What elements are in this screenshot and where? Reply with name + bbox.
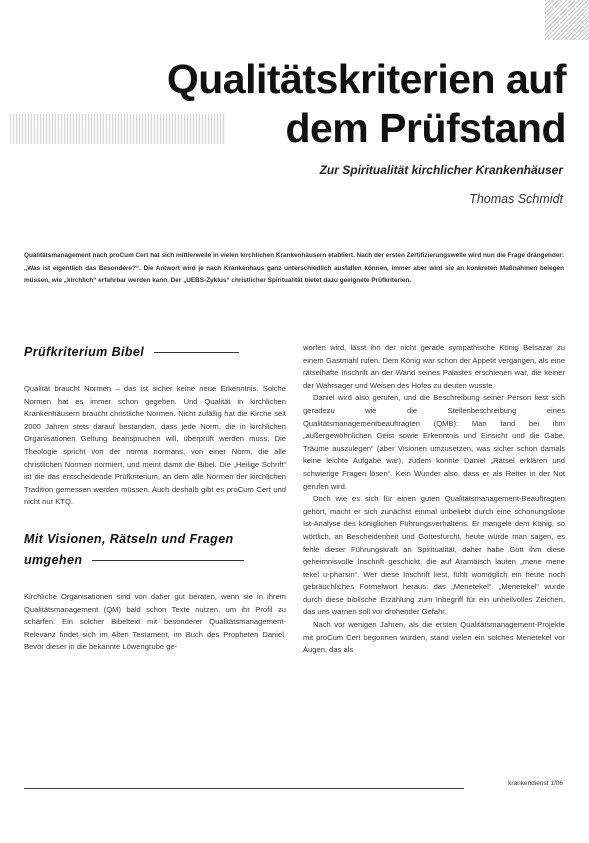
section-heading-bibel <box>24 342 286 363</box>
body-paragraph: Daniel wird also gerufen, und die Beschreibung seiner Person liest sich geradezu wie die Stellenbeschreibung eines Qualitätsmanagementbeauftragten (QMB): Man fand bei ihm „außergewöhnlichen Geist sowie Erkenntnis und Einsicht und die Gabe, Träume auszulegen“ (aber Visionen umzusetzen, was sicher schon damals keine leichte Aufgabe war), zudem konnte Daniel „Rätsel erklären und schwierige Fragen lösen“. Kein Wunder also, dass er als Retter in der Not gerufen wird. <box>303 393 565 491</box>
body-paragraph: Kirchliche Organisationen sind von daher gut beraten, wenn sie in ihrem Qualitätsmanagement (QM) bald schon Texte nutzen, um ihr Profil zu schärfen. Ein solcher Bibeltext mit besonderer Qualitätsmanagement-Relevanz findet sich im Alten Testament, im Buch des Propheten Daniel. Bevor dieser in die bekannte Löwengrube ge- <box>24 591 286 652</box>
section-heading-visionen-line1: Mit Visionen, Rätseln und Fragen <box>24 531 234 546</box>
left-column <box>24 342 286 654</box>
scan-shading-corner <box>545 0 589 40</box>
footer-label: krankendienst 1/06 <box>508 780 563 787</box>
scan-shading-band <box>10 114 225 144</box>
article-author: Thomas Schmidt <box>469 192 563 206</box>
section-heading-visionen-line2: umgehen <box>24 552 83 567</box>
article-lead: Qualitätsmanagement nach proCum Cert hat sich mittlerweile in vielen kirchlichen Krankenhäusern etabliert. Nach der ersten Zertifizierungswelle wird nun die Frage drängender: „Was ist eigentlich das Besondere?“. Die Antwort wird je nach Krankenhaus ganz unterschiedlich ausfallen können, immer aber wird sie an konkreten Maßnahmen belegen müssen, wie „kirchlich“ erfahrbar werden kann. Der „UEBS-Zyklus“ christlicher Spiritualität bietet dazu geeignete Prüfkriterien. <box>24 252 564 285</box>
article-title-line2: dem Prüfstand <box>285 105 566 151</box>
body-paragraph: Nach vor wenigen Jahren, als die ersten Qualitätsmanagement-Projekte mit proCum Cert begonnen wurden, stand vielen ein solches Menetekel vor Augen, das als <box>303 620 565 655</box>
footer-rule <box>24 788 464 789</box>
body-paragraph: Qualität braucht Normen – das ist sicher keine neue Erkenntnis. Solche Normen hat es immer schon gegeben. Und Qualität in kirchlichen Krankenhäusern braucht christliche Normen. Nicht zufällig hat die Kirche seit 2000 Jahren stets darauf bestanden, dass jede Norm, die in kirchlichen Organisationen Geltung beanspruchen will, überprüft werden muss. Die Theologie spricht von der norma normans, von einer Norm, die alle christlichen Normen normiert, und meint damit die Bibel. Die „Heilige Schrift“ ist die das entscheidende Prüfkriterium, an dem alle Normen der kirchlichen Tradition gemessen werden müssen. Auch deshalb gibt es proCum Cert und nicht nur KTQ. <box>24 384 286 507</box>
right-column <box>303 342 565 657</box>
heading-rule <box>92 560 244 561</box>
section-heading-visionen <box>24 529 286 571</box>
article-subtitle: Zur Spiritualität kirchlicher Krankenhäuser <box>319 163 563 177</box>
body-paragraph: worfen wird, lässt ihn der nicht gerade sympathische König Belsazar zu einem Gastmahl rufen. Dem König war schon der Appetit vergangen, als eine rätselhafte Inschrift an der Wand seines Palastes erschienen war, die keiner der Wahrsager und Weisen des Hofes zu deuten wusste. <box>303 343 565 390</box>
article-title-line1: Qualitätskriterien auf <box>166 56 566 102</box>
body-paragraph: Doch wie es sich für einen guten Qualitätsmanagement-Beauftragten gehört, macht er sich zunächst einmal unbeliebt durch eine schonungslose Ist-Analyse des königlichen Führungsverhaltens. Er mangele dem König, so wörtlich, an Bescheidenheit und Gottesfurcht, heute würde man sagen, es fehle dieser Führungskraft an Spiritualität, daher habe Gott ihm diese geheimnisvolle Inschrift geschickt, die auf Aramäisch lauten „mene mene tekel u-pharsin“. Wer diese Inschrift liest, fühlt womöglich ein heute noch gebräuchliches Formelwort heraus: das „Menetekel“. „Menetekel“ wurde durch diese biblische Erzählung zum Inbegriff für ein unheilvolles Zeichen, das uns warnen soll vor drohender Gefahr. <box>303 494 565 617</box>
section-heading-bibel-text: Prüfkriterium Bibel <box>24 345 145 359</box>
heading-rule <box>154 352 239 353</box>
